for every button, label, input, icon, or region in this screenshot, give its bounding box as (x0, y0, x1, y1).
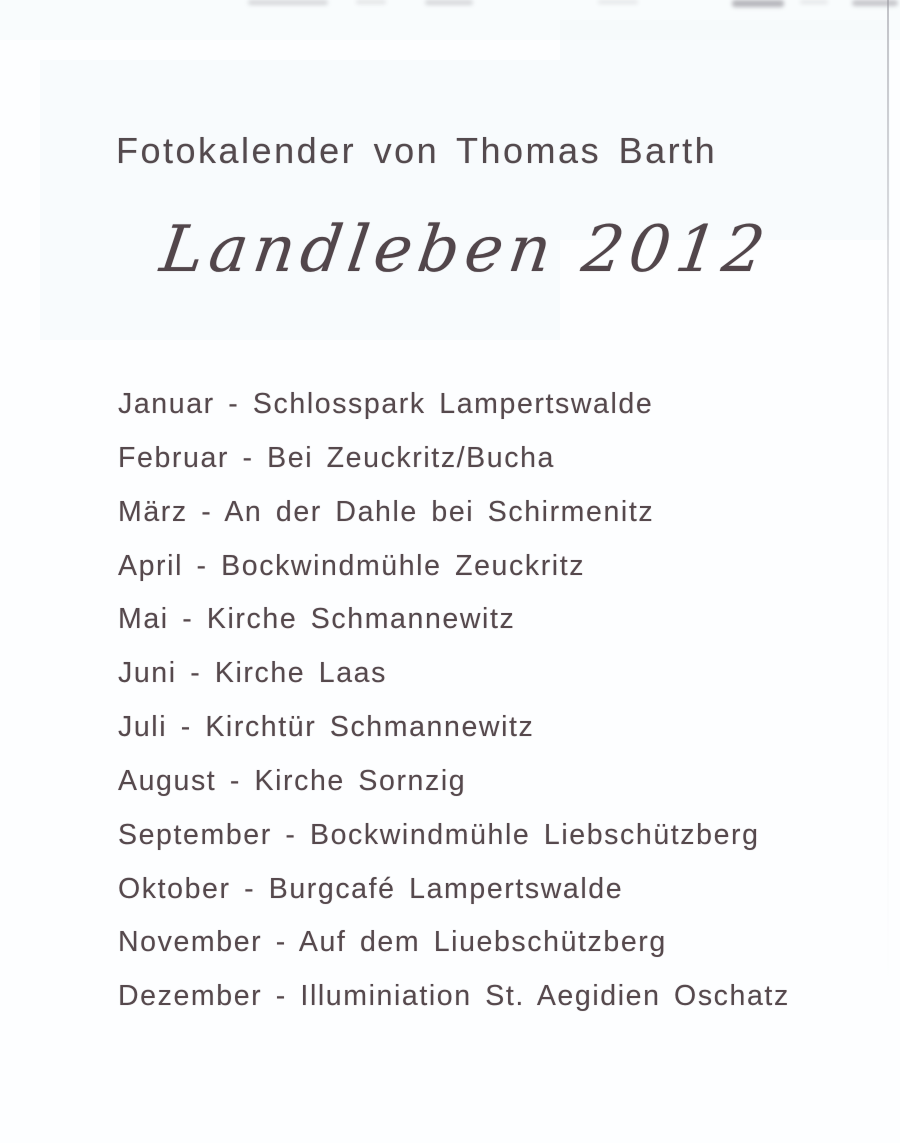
separator: - (190, 657, 202, 690)
location-label: Auf dem Liuebschützberg (298, 926, 667, 959)
page-header: Fotokalender von Thomas Barth (116, 130, 718, 171)
location-label: Bockwindmühle Liebschützberg (309, 818, 760, 851)
separator: - (229, 764, 241, 797)
location-label: An der Dahle bei Schirmenitz (224, 495, 655, 528)
list-item-november (118, 916, 790, 970)
separator: - (275, 980, 287, 1013)
list-item-oktober (118, 863, 790, 917)
month-label: März (118, 495, 188, 528)
scan-tint-patch (40, 60, 560, 340)
month-label: Juli (118, 711, 168, 744)
month-label: Dezember (118, 980, 263, 1013)
list-item-februar (118, 432, 790, 486)
scan-tint-patch (0, 0, 900, 40)
separator: - (182, 603, 194, 636)
month-list (118, 378, 790, 1024)
location-label: Kirche Sornzig (254, 764, 467, 797)
location-label: Burgcafé Lampertswalde (268, 872, 624, 905)
separator: - (196, 549, 208, 582)
month-label: Mai (118, 603, 169, 636)
month-label: August (118, 764, 217, 797)
separator: - (285, 818, 297, 851)
separator: - (201, 495, 213, 528)
list-item-mai (118, 593, 790, 647)
location-label: Kirche Schmannewitz (206, 603, 516, 636)
list-item-dezember (118, 970, 790, 1024)
location-label: Bei Zeuckritz/Bucha (267, 441, 555, 474)
separator: - (242, 441, 254, 474)
scan-smudge-artifact (356, 0, 386, 4)
location-label: Kirche Laas (214, 657, 387, 690)
location-label: Kirchtür Schmannewitz (205, 711, 535, 744)
location-label: Illuminiation St. Aegidien Oschatz (300, 980, 790, 1013)
list-item-april (118, 540, 790, 594)
scan-smudge-artifact (248, 0, 328, 5)
location-label: Bockwindmühle Zeuckritz (221, 549, 586, 582)
scan-smudge-artifact (852, 0, 898, 6)
month-label: September (118, 818, 272, 851)
list-item-januar (118, 378, 790, 432)
list-item-maerz (118, 486, 790, 540)
separator: - (244, 872, 256, 905)
separator: - (228, 388, 240, 420)
list-item-juni (118, 647, 790, 701)
month-label: April (118, 549, 184, 582)
scan-smudge-artifact (598, 0, 638, 4)
separator: - (275, 926, 287, 959)
page-title: Landleben 2012 (156, 213, 775, 287)
month-label: November (118, 926, 263, 959)
month-label: Januar (118, 388, 215, 420)
scan-smudge-artifact (800, 0, 828, 4)
list-item-september (118, 809, 790, 863)
scanner-edge-line (887, 0, 889, 1100)
separator: - (180, 711, 192, 744)
list-item-juli (118, 701, 790, 755)
month-label: Februar (118, 441, 229, 474)
month-label: Oktober (118, 872, 231, 905)
scan-smudge-artifact (425, 0, 473, 5)
list-item-august (118, 755, 790, 809)
month-label: Juni (118, 657, 177, 690)
scan-smudge-artifact (732, 0, 784, 7)
location-label: Schlosspark Lampertswalde (252, 388, 654, 420)
